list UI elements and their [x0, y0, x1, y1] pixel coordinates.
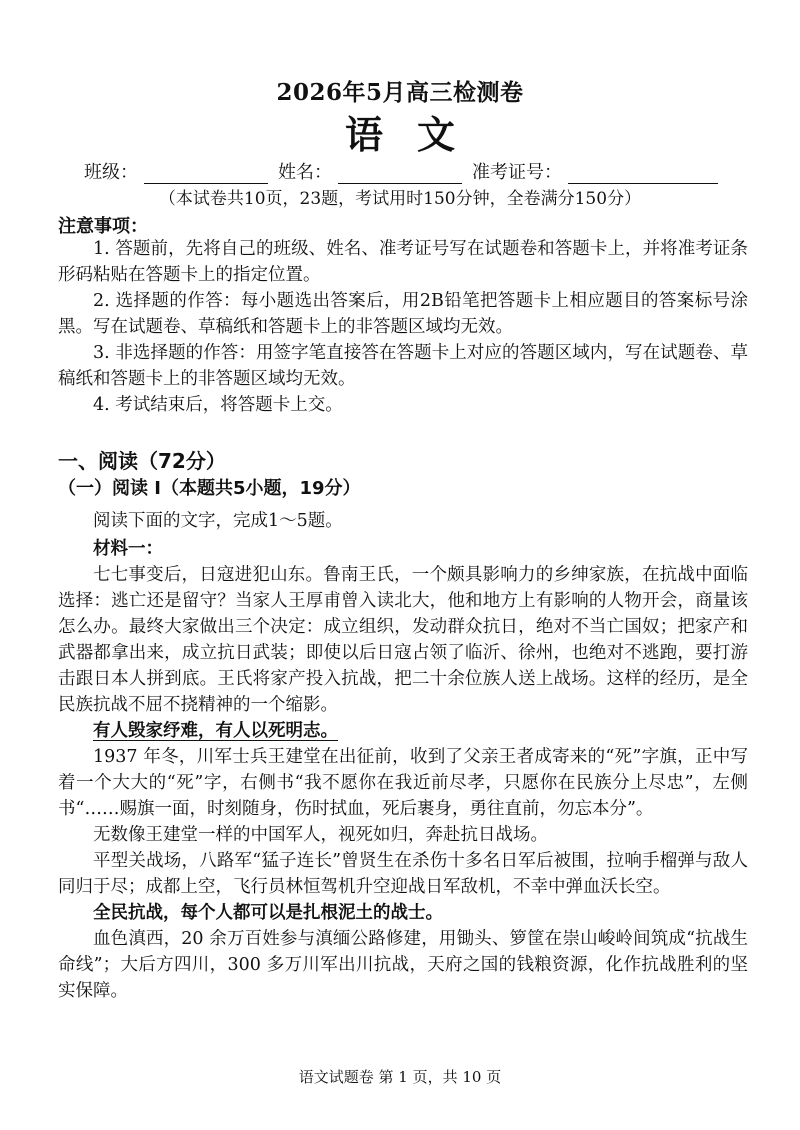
notice-item: 1. 答题前，先将自己的班级、姓名、准考证号写在试题卷和答题卡上，并将准考证条形码粘贴在答题卡上的指定位置。 [58, 239, 748, 285]
material-label: 材料一： [93, 539, 163, 559]
exam-title: 2026年5月高三检测卷 [276, 79, 524, 106]
id-label: 准考证号： [472, 162, 562, 183]
name-blank [338, 163, 462, 184]
page-footer: 语文试题卷 第 1 页，共 10 页 [298, 1068, 502, 1086]
id-blank [568, 163, 718, 184]
sub-section-heading: （一）阅读 I（本题共5小题，19分） [58, 478, 361, 499]
notice-list [58, 236, 748, 418]
class-blank [144, 163, 268, 184]
passage-paragraph: 平型关战场，八路军“猛子连长”曾贤生在杀伤十多名日军后被围，拉响手榴弹与敌人同归于尽；成都上空，飞行员林恒驾机升空迎战日军敌机，不幸中弹血沃长空。 [58, 851, 748, 897]
subject-title: 语文 [344, 112, 489, 157]
section-heading: 一、阅读（72分） [58, 449, 226, 473]
name-label: 姓名： [278, 162, 332, 183]
notice-item: 4. 考试结束后，将答题卡上交。 [93, 395, 343, 415]
passage-paragraph: 无数像王建堂一样的中国军人，视死如归，奔赴抗日战场。 [93, 825, 548, 845]
passage-paragraph: 1937 年冬，川军士兵王建堂在出征前，收到了父亲王者成寄来的“死”字旗，正中写着一个大大的“死”字，右侧书“我不愿你在我近前尽孝，只愿你在民族分上尽忠”，左侧书“……赐旗一面，时刻随身，伤时拭血，死后裹身，勇往直前，勿忘本分”。 [58, 747, 748, 819]
exam-info: （本试卷共10页，23题，考试用时150分钟，全卷满分150分） [158, 189, 642, 209]
underlined-sentence: 有人毁家纾难，有人以死明志。 [93, 721, 338, 741]
passage [58, 562, 748, 1004]
class-label: 班级： [84, 162, 138, 183]
notice-item: 3. 非选择题的作答：用签字笔直接答在答题卡上对应的答题区域内，写在试题卷、草稿纸和答题卡上的非答题区域均无效。 [58, 343, 748, 389]
notice-heading: 注意事项： [58, 216, 148, 237]
passage-paragraph: 全民抗战，每个人都可以是扎根泥土的战士。 [93, 903, 443, 923]
passage-paragraph-underlined [58, 718, 748, 744]
notice-item: 2. 选择题的作答：每小题选出答案后，用2B铅笔把答题卡上相应题目的答案标号涂黑。写在试题卷、草稿纸和答题卡上的非答题区域均无效。 [58, 291, 748, 337]
instruction: 阅读下面的文字，完成1～5题。 [93, 511, 343, 531]
passage-paragraph: 血色滇西，20 余万百姓参与滇缅公路修建，用锄头、箩筐在崇山峻岭间筑成“抗战生命线”；大后方四川，300 多万川军出川抗战，天府之国的钱粮资源，化作抗战胜利的坚实保障。 [58, 929, 748, 1001]
passage-paragraph: 七七事变后，日寇进犯山东。鲁南王氏，一个颇具影响力的乡绅家族，在抗战中面临选择：逃亡还是留守？当家人王厚甫曾入读北大，他和地方上有影响的人物开会，商量该怎么办。最终大家做出三个决定：成立组织，发动群众抗日，绝对不当亡国奴；把家产和武器都拿出来，成立抗日武装；即使以后日寇占领了临沂、徐州，也绝对不逃跑，要打游击跟日本人拼到底。王氏将家产投入抗战，把二十余位族人送上战场。这样的经历，是全民族抗战不屈不挠精神的一个缩影。 [58, 565, 748, 715]
student-info-fields [84, 158, 744, 184]
